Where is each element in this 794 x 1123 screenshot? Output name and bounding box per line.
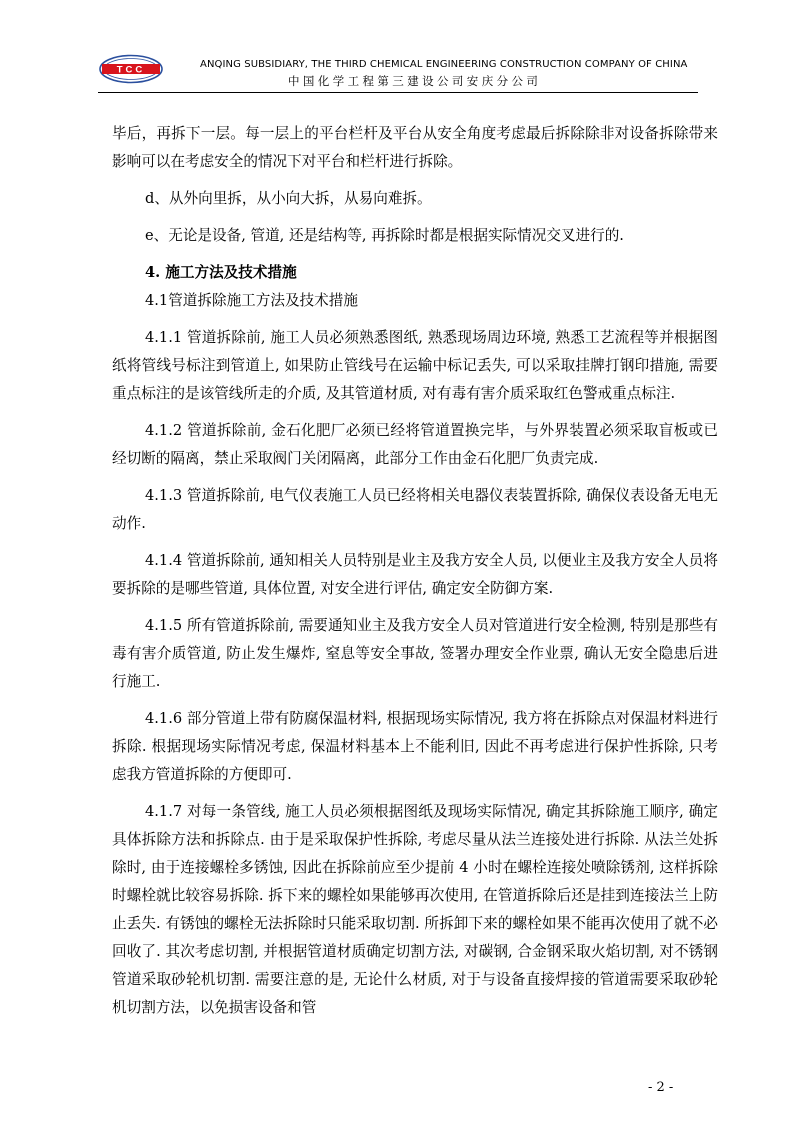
company-name-chinese: 中国化学工程第三建设公司安庆分公司 bbox=[288, 74, 542, 88]
paragraph-4-1-3: 4.1.3 管道拆除前, 电气仪表施工人员已经将相关电器仪表装置拆除, 确保仪表设备无电无动作. bbox=[112, 487, 718, 532]
paragraph-4-1-6: 4.1.6 部分管道上带有防腐保温材料, 根据现场实际情况, 我方将在拆除点对保温材料进行拆除. 根据现场实际情况考虑, 保温材料基本上不能利旧, 因此不再考虑进行保护性拆除, 只考虑我方管道拆除的方便即可. bbox=[112, 710, 718, 783]
section-heading-4-1: 4.1管道拆除施工方法及技术措施 bbox=[145, 292, 358, 309]
paragraph-4-1-2: 4.1.2 管道拆除前, 金石化肥厂必须已经将管道置换完毕，与外界装置必须采取盲板或已经切断的隔离，禁止采取阀门关闭隔离，此部分工作由金石化肥厂负责完成. bbox=[112, 422, 718, 467]
section-heading-4: 4. 施工方法及技术措施 bbox=[145, 264, 297, 281]
header-divider bbox=[98, 92, 698, 93]
page-number: - 2 - bbox=[648, 1080, 674, 1095]
paragraph-4-1-4: 4.1.4 管道拆除前, 通知相关人员特别是业主及我方安全人员, 以便业主及我方安全人员将要拆除的是哪些管道, 具体位置, 对安全进行评估, 确定安全防御方案. bbox=[112, 552, 718, 597]
paragraph-continued: 毕后，再拆下一层。每一层上的平台栏杆及平台从安全角度考虑最后拆除除非对设备拆除带来影响可以在考虑安全的情况下对平台和栏杆进行拆除。 bbox=[112, 125, 718, 170]
paragraph-e: e、无论是设备, 管道, 还是结构等, 再拆除时都是根据实际情况交叉进行的. bbox=[145, 227, 624, 244]
company-name-english: ANQING SUBSIDIARY, THE THIRD CHEMICAL ENGINEERING CONSTRUCTION COMPANY OF CHINA bbox=[200, 59, 688, 70]
tcc-logo bbox=[98, 54, 164, 84]
paragraph-4-1-7: 4.1.7 对每一条管线, 施工人员必须根据图纸及现场实际情况, 确定其拆除施工顺序, 确定具体拆除方法和拆除点. 由于是采取保护性拆除, 考虑尽量从法兰连接处进行拆除. 从法兰处拆除时, 由于连接螺栓多锈蚀, 因此在拆除前应至少提前 4 小时在螺栓连接处喷除锈剂, 这样拆除时螺栓就比较容易拆除. 拆下来的螺栓如果能够再次使用, 在管道拆除后还是挂到连接法兰上防止丢失. 有锈蚀的螺栓无法拆除时只能采取切割. 所拆卸下来的螺栓如果不能再次使用了就不必回收了. 其次考虑切割, 并根据管道材质确定切割方法, 对碳钢, 合金钢采取火焰切割, 对不锈钢管道采取砂轮机切割. 需要注意的是, 无论什么材质, 对于与设备直接焊接的管道需要采取砂轮机切割方法，以免损害设备和管 bbox=[112, 803, 718, 1016]
logo-text: TCC bbox=[116, 64, 146, 76]
paragraph-4-1-5: 4.1.5 所有管道拆除前, 需要通知业主及我方安全人员对管道进行安全检测, 特别是那些有毒有害介质管道, 防止发生爆炸, 窒息等安全事故, 签署办理安全作业票, 确认无安全隐患后进行施工. bbox=[112, 617, 718, 690]
paragraph-4-1-1: 4.1.1 管道拆除前, 施工人员必须熟悉图纸, 熟悉现场周边环境, 熟悉工艺流程等并根据图纸将管线号标注到管道上, 如果防止管线号在运输中标记丢失, 可以采取挂牌打钢印措施, 需要重点标注的是该管线所走的介质, 及其管道材质, 对有毒有害介质采取红色警戒重点标注. bbox=[112, 329, 718, 402]
paragraph-d: d、从外向里拆，从小向大拆，从易向难拆。 bbox=[145, 190, 432, 207]
page-header bbox=[98, 48, 698, 92]
document-body bbox=[112, 120, 718, 1022]
